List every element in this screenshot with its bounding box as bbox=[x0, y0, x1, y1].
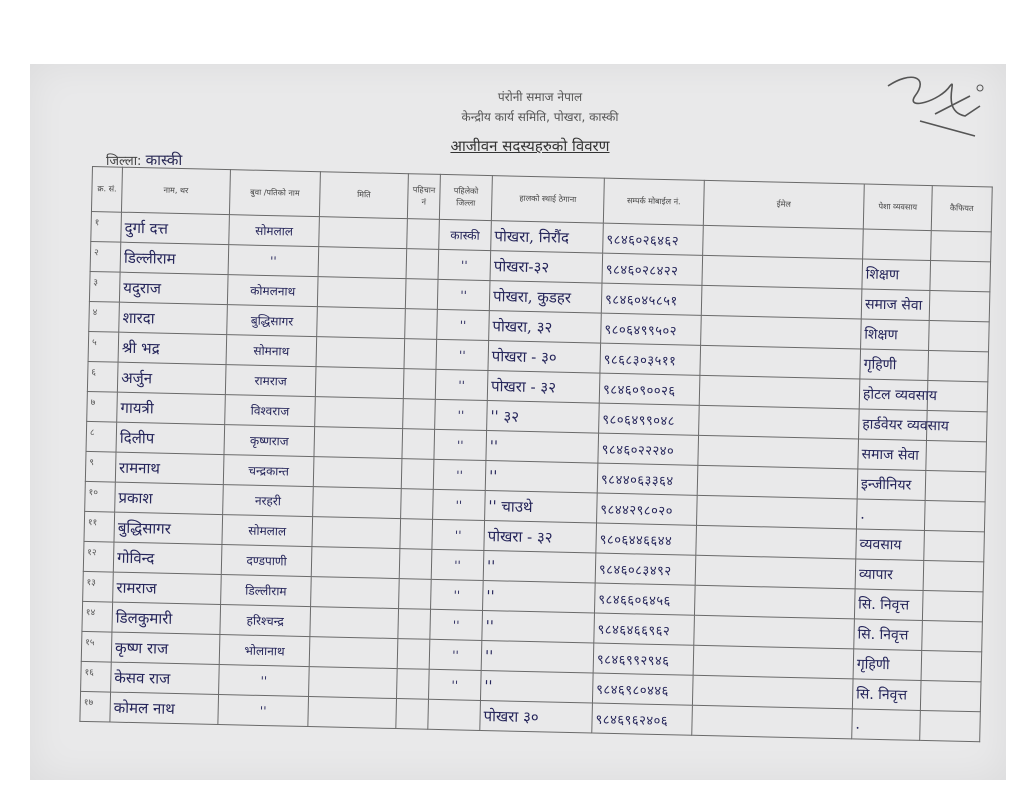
id-number-cell bbox=[399, 579, 432, 610]
date-cell bbox=[315, 397, 404, 429]
remarks-cell bbox=[921, 650, 982, 681]
column-header: बुवा /पतिको नाम bbox=[229, 170, 320, 217]
serial-cell: १७ bbox=[80, 691, 111, 722]
address-cell: पोखरा ३० bbox=[480, 700, 593, 733]
date-cell bbox=[316, 337, 405, 369]
occupation-cell: हार्डवेयर व्यवसाय bbox=[859, 409, 928, 441]
serial-cell: ११ bbox=[84, 511, 115, 542]
email-cell bbox=[694, 615, 855, 649]
address-cell: '' bbox=[480, 670, 593, 703]
remarks-cell bbox=[928, 351, 989, 382]
serial-cell: १४ bbox=[82, 601, 113, 632]
name-cell: कोमल नाथ bbox=[110, 692, 219, 724]
district-label: जिल्ला: bbox=[106, 154, 142, 169]
serial-cell: १५ bbox=[81, 631, 112, 662]
mobile-cell: ९८४६०४५८५१ bbox=[601, 283, 702, 315]
remarks-cell bbox=[922, 590, 983, 621]
occupation-cell: सि. निवृत्त bbox=[854, 589, 923, 621]
column-header: क्र. सं. bbox=[91, 167, 122, 213]
mobile-cell: ९८४६०९००२६ bbox=[599, 373, 700, 405]
serial-cell: १६ bbox=[81, 661, 112, 692]
previous-district-cell: '' bbox=[433, 489, 486, 520]
email-cell bbox=[692, 705, 853, 739]
occupation-cell: समाज सेवा bbox=[861, 289, 930, 321]
address-cell: पोखरा, ३२ bbox=[489, 311, 602, 344]
mobile-cell: ९८४६०८३४९२ bbox=[595, 553, 696, 585]
remarks-cell bbox=[929, 321, 990, 352]
date-cell bbox=[309, 667, 398, 699]
email-cell bbox=[702, 255, 863, 289]
previous-district-cell: '' bbox=[433, 459, 486, 490]
father-name-cell: बुद्धिसागर bbox=[227, 305, 318, 337]
address-cell: '' bbox=[483, 580, 596, 613]
mobile-cell: ९८६८३०३५११ bbox=[600, 343, 701, 375]
previous-district-cell: '' bbox=[438, 249, 491, 280]
address-cell: '' bbox=[482, 610, 595, 643]
previous-district-cell: '' bbox=[434, 429, 487, 460]
father-name-cell: भोलानाथ bbox=[219, 635, 310, 667]
name-cell: गोविन्द bbox=[113, 542, 222, 574]
mobile-cell: ९८०६४४६६४४ bbox=[596, 523, 697, 555]
date-cell bbox=[319, 217, 408, 249]
father-name-cell: नरहरी bbox=[223, 485, 314, 517]
occupation-cell: गृहिणी bbox=[853, 649, 922, 681]
id-number-cell bbox=[405, 309, 438, 340]
id-number-cell bbox=[403, 369, 436, 400]
column-header: ईमेल bbox=[703, 180, 864, 229]
signature-icon bbox=[880, 66, 990, 144]
mobile-cell: ९८४४०६३३६४ bbox=[597, 463, 698, 495]
serial-cell: १२ bbox=[83, 541, 114, 572]
email-cell bbox=[699, 405, 860, 439]
email-cell bbox=[699, 375, 860, 409]
id-number-cell bbox=[406, 249, 439, 280]
occupation-cell: शिक्षण bbox=[862, 259, 931, 291]
previous-district-cell: '' bbox=[428, 669, 481, 700]
address-cell: पोखरा - ३२ bbox=[484, 520, 597, 553]
mobile-cell: ९८४६०२२२४० bbox=[598, 433, 699, 465]
remarks-cell bbox=[931, 231, 992, 262]
previous-district-cell: '' bbox=[437, 279, 490, 310]
date-cell bbox=[317, 307, 406, 339]
address-cell: पोखरा, निरौंद bbox=[491, 221, 604, 254]
previous-district-cell: '' bbox=[435, 369, 488, 400]
address-cell: पोखरा - ३० bbox=[488, 341, 601, 374]
email-cell bbox=[695, 555, 856, 589]
serial-cell: १३ bbox=[83, 571, 114, 602]
name-cell: रामनाथ bbox=[115, 452, 224, 484]
remarks-cell bbox=[924, 530, 985, 561]
serial-cell: ९ bbox=[85, 451, 116, 482]
mobile-cell: ९८४६४६६९६२ bbox=[594, 613, 695, 645]
father-name-cell: सोमलाल bbox=[229, 215, 320, 247]
serial-cell: ४ bbox=[89, 301, 120, 332]
father-name-cell: दण्डपाणी bbox=[221, 545, 312, 577]
column-header: मिति bbox=[319, 172, 408, 219]
name-cell: प्रकाश bbox=[115, 482, 224, 514]
remarks-cell bbox=[930, 261, 991, 292]
committee-name: केन्द्रीय कार्य समिति, पोखरा, कास्की bbox=[461, 110, 619, 124]
father-name-cell: '' bbox=[219, 665, 310, 697]
date-cell bbox=[318, 247, 407, 279]
mobile-cell: ९८४६६०६४५६ bbox=[594, 583, 695, 615]
document-title: आजीवन सदस्यहरुको विवरण bbox=[450, 137, 610, 155]
date-cell bbox=[311, 547, 400, 579]
name-cell: केसव राज bbox=[111, 662, 220, 694]
mobile-cell: ९८०६४९९५०२ bbox=[601, 313, 702, 345]
date-cell bbox=[312, 517, 401, 549]
name-cell: अर्जुन bbox=[117, 362, 226, 394]
date-cell bbox=[317, 277, 406, 309]
occupation-cell: व्यवसाय bbox=[856, 529, 925, 561]
occupation-cell: . bbox=[852, 709, 921, 741]
mobile-cell: ९८०६४९९०४८ bbox=[599, 403, 700, 435]
previous-district-cell: '' bbox=[431, 579, 484, 610]
name-cell: शारदा bbox=[119, 302, 228, 334]
previous-district-cell: '' bbox=[429, 639, 482, 670]
mobile-cell: ९८४६९९२९४६ bbox=[593, 643, 694, 675]
remarks-cell bbox=[920, 680, 981, 711]
remarks-cell bbox=[926, 441, 987, 472]
date-cell bbox=[309, 637, 398, 669]
name-cell: डिल्लीराम bbox=[120, 242, 229, 274]
address-cell: '' bbox=[483, 550, 596, 583]
id-number-cell bbox=[399, 549, 432, 580]
occupation-cell: होटल व्यवसाय bbox=[859, 379, 928, 411]
column-header: पहिलेको जिल्ला bbox=[439, 174, 492, 220]
father-name-cell: डिल्लीराम bbox=[221, 575, 312, 607]
email-cell bbox=[694, 585, 855, 619]
address-cell: पोखरा-३२ bbox=[490, 251, 603, 284]
father-name-cell: रामराज bbox=[225, 365, 316, 397]
serial-cell: ६ bbox=[87, 361, 118, 392]
occupation-cell: गृहिणी bbox=[860, 349, 929, 381]
column-header: पेशा व्यवसाय bbox=[863, 184, 932, 231]
serial-cell: ८ bbox=[86, 421, 117, 452]
occupation-cell: सि. निवृत्त bbox=[854, 619, 923, 651]
email-cell bbox=[693, 645, 854, 679]
id-number-cell bbox=[407, 219, 440, 250]
name-cell: दिलीप bbox=[116, 422, 225, 454]
date-cell bbox=[314, 427, 403, 459]
id-number-cell bbox=[404, 339, 437, 370]
previous-district-cell bbox=[428, 699, 481, 730]
father-name-cell: सोमनाथ bbox=[226, 335, 317, 367]
name-cell: बुद्धिसागर bbox=[114, 512, 223, 544]
mobile-cell: ९८४६०२८४२२ bbox=[602, 253, 703, 285]
remarks-cell bbox=[924, 500, 985, 531]
occupation-cell: सि. निवृत्त bbox=[852, 679, 921, 711]
id-number-cell bbox=[400, 519, 433, 550]
email-cell bbox=[701, 315, 862, 349]
email-cell bbox=[696, 525, 857, 559]
date-cell bbox=[315, 367, 404, 399]
previous-district-cell: कास्की bbox=[439, 219, 492, 250]
name-cell: दुर्गा दत्त bbox=[121, 212, 230, 244]
date-cell bbox=[313, 487, 402, 519]
address-cell: पोखरा, कुडहर bbox=[489, 281, 602, 314]
name-cell: रामराज bbox=[113, 572, 222, 604]
email-cell bbox=[700, 345, 861, 379]
email-cell bbox=[692, 675, 853, 709]
email-cell bbox=[697, 495, 858, 529]
serial-cell: ७ bbox=[87, 391, 118, 422]
id-number-cell bbox=[401, 459, 434, 490]
email-cell bbox=[703, 225, 864, 259]
remarks-cell bbox=[923, 560, 984, 591]
father-name-cell: कृष्णराज bbox=[224, 425, 315, 457]
mobile-cell: ९८४६०२६४६२ bbox=[603, 223, 704, 255]
column-header: कैफियत bbox=[931, 186, 992, 232]
father-name-cell: '' bbox=[218, 695, 309, 727]
serial-cell: १० bbox=[85, 481, 116, 512]
remarks-cell bbox=[929, 291, 990, 322]
name-cell: यदुराज bbox=[119, 272, 228, 304]
serial-cell: १ bbox=[91, 211, 122, 242]
id-number-cell bbox=[397, 639, 430, 670]
previous-district-cell: '' bbox=[432, 519, 485, 550]
father-name-cell: विश्वराज bbox=[225, 395, 316, 427]
occupation-cell: व्यापार bbox=[855, 559, 924, 591]
previous-district-cell: '' bbox=[435, 399, 488, 430]
father-name-cell: सोमलाल bbox=[222, 515, 313, 547]
mobile-cell: ९८४४२९८०२० bbox=[597, 493, 698, 525]
father-name-cell: '' bbox=[228, 245, 319, 277]
date-cell bbox=[310, 607, 399, 639]
id-number-cell bbox=[401, 489, 434, 520]
father-name-cell: हरिश्चन्द्र bbox=[220, 605, 311, 637]
district-value: कास्की bbox=[145, 151, 183, 169]
occupation-cell bbox=[863, 229, 932, 261]
remarks-cell bbox=[922, 620, 983, 651]
name-cell: डिलकुमारी bbox=[112, 602, 221, 634]
address-cell: '' bbox=[481, 640, 594, 673]
org-name: पंरोनी समाज नेपाल bbox=[497, 90, 583, 104]
serial-cell: २ bbox=[90, 241, 121, 272]
father-name-cell: कोमलनाथ bbox=[227, 275, 318, 307]
remarks-cell bbox=[920, 710, 981, 741]
date-cell bbox=[311, 577, 400, 609]
column-header: सम्पर्क मोबाईल नं. bbox=[603, 178, 704, 225]
occupation-cell: . bbox=[856, 499, 925, 531]
column-header: हालको स्थाई ठेगाना bbox=[491, 176, 604, 224]
members-table bbox=[79, 166, 992, 742]
serial-cell: ५ bbox=[88, 331, 119, 362]
previous-district-cell: '' bbox=[431, 549, 484, 580]
remarks-cell bbox=[925, 470, 986, 501]
column-header: नाम, थर bbox=[121, 167, 230, 214]
occupation-cell: समाज सेवा bbox=[858, 439, 927, 471]
table-body bbox=[80, 211, 991, 741]
occupation-cell: शिक्षण bbox=[861, 319, 930, 351]
previous-district-cell: '' bbox=[430, 609, 483, 640]
address-cell: '' bbox=[486, 431, 599, 464]
previous-district-cell: '' bbox=[436, 339, 489, 370]
date-cell bbox=[313, 457, 402, 489]
name-cell: श्री भद्र bbox=[118, 332, 227, 364]
address-cell: '' ३२ bbox=[487, 401, 600, 434]
address-cell: पोखरा - ३२ bbox=[487, 371, 600, 404]
id-number-cell bbox=[405, 279, 438, 310]
date-cell bbox=[308, 697, 397, 729]
address-cell: '' bbox=[485, 461, 598, 494]
id-number-cell bbox=[398, 609, 431, 640]
serial-cell: ३ bbox=[89, 271, 120, 302]
mobile-cell: ९८४६९८०४४६ bbox=[592, 673, 693, 705]
id-number-cell bbox=[403, 399, 436, 430]
column-header: पहिचान नं bbox=[407, 174, 440, 220]
id-number-cell bbox=[396, 699, 429, 730]
father-name-cell: चन्द्रकान्त bbox=[223, 455, 314, 487]
email-cell bbox=[701, 285, 862, 319]
previous-district-cell: '' bbox=[437, 309, 490, 340]
name-cell: कृष्ण राज bbox=[111, 632, 220, 664]
address-cell: '' चाउथे bbox=[485, 491, 598, 524]
name-cell: गायत्री bbox=[117, 392, 226, 424]
mobile-cell: ९८४६९६२४०६ bbox=[592, 703, 693, 735]
members-table-wrapper bbox=[78, 166, 991, 784]
id-number-cell bbox=[402, 429, 435, 460]
occupation-cell: इन्जीनियर bbox=[857, 469, 926, 501]
id-number-cell bbox=[396, 669, 429, 700]
email-cell bbox=[698, 435, 859, 469]
email-cell bbox=[697, 465, 858, 499]
